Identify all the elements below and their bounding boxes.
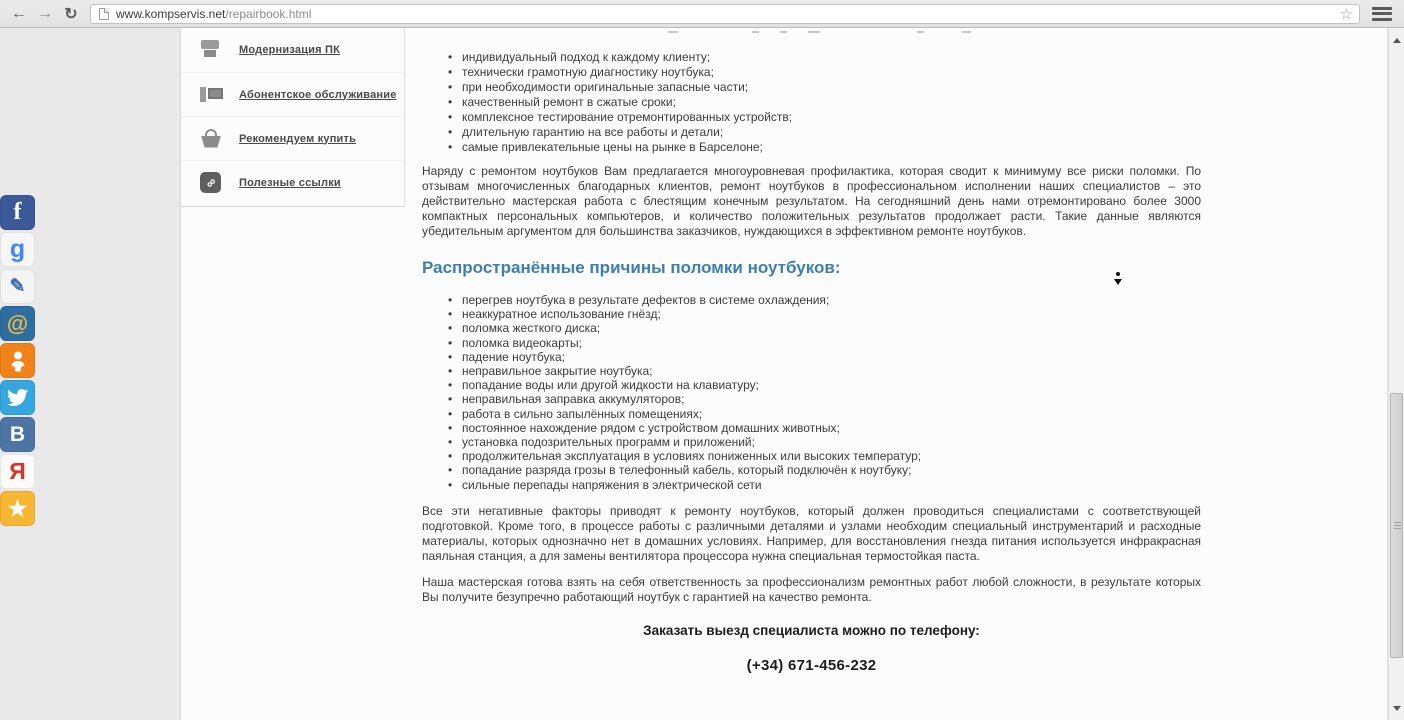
vertical-scrollbar[interactable] (1388, 28, 1404, 720)
back-button[interactable]: ← (11, 4, 27, 22)
forward-button[interactable]: → (37, 4, 53, 22)
list-item: • перегрев ноутбука в результате дефектов в системе охлаждения; (448, 293, 1201, 307)
page-favicon (99, 8, 109, 20)
facebook-icon[interactable] (0, 195, 35, 230)
clipped-text-remnant (422, 28, 1201, 36)
sidebar-item-pc-upgrade[interactable] (181, 28, 404, 72)
sidebar-item-label: Полезные ссылки (239, 176, 341, 189)
phone-number: (+34) 671-456-232 (746, 656, 877, 674)
pen-glyph: ✎ (9, 276, 26, 297)
bookmark-star-icon[interactable]: ☆ (1339, 5, 1353, 23)
scrollbar-thumb[interactable] (1390, 393, 1403, 658)
yandex-icon[interactable] (0, 454, 35, 489)
content-area (180, 28, 1388, 720)
sidebar-item-useful-links[interactable] (181, 160, 404, 204)
shopping-basket-icon (199, 127, 225, 151)
list-item: • технически грамотную диагностику ноутбука; (448, 65, 1201, 80)
list-item: • попадание воды или другой жидкости на клавиатуру; (448, 378, 1201, 392)
paragraph-repair-tools: Все эти негативные факторы приводят к ремонту ноутбуков, который должен проводиться специалистами с соответствующей подготовкой. Кроме того, в процессе работы с различными деталями и узлами необходим специальный инструментарий и расходные материалы, которых однозначно нет в домашних условиях. Например, для восстановления гнезда питания используется инфракрасная паяльная станция, а для замены вентилятора процессора нужна специальная термостойкая паста. (422, 503, 1201, 563)
favorites-star-icon[interactable] (0, 491, 35, 526)
sidebar-item-recommend-buy[interactable] (181, 116, 404, 160)
breakage-causes-list (422, 293, 1201, 492)
yandex-glyph: Я (9, 458, 26, 484)
list-item: • неаккуратное использование гнёзд; (448, 307, 1201, 321)
sidebar-menu (181, 28, 405, 207)
list-item: • при необходимости оригинальные запасные части; (448, 80, 1201, 95)
list-item: • падение ноутбука; (448, 350, 1201, 364)
social-share-bar (0, 195, 36, 528)
mailru-icon[interactable] (0, 306, 35, 341)
bird-glyph (7, 387, 28, 408)
vkontakte-icon[interactable] (0, 417, 35, 452)
list-item: • самые привлекательные цены на рынке в Барселоне; (448, 140, 1201, 155)
chain-links-icon: ∞ (201, 173, 220, 191)
star-glyph: ★ (7, 495, 28, 521)
browser-menu-icon[interactable] (1370, 5, 1394, 23)
list-item: • работа в сильно запылённых помещениях; (448, 407, 1201, 421)
list-item: • качественный ремонт в сжатые сроки; (448, 95, 1201, 110)
person-glyph (8, 350, 28, 372)
advantages-list (422, 50, 1201, 155)
list-item: • постоянное нахождение рядом с устройством домашних животных; (448, 421, 1201, 435)
paragraph-guarantee: Наша мастерская готова взять на себя ответственность за профессионализм ремонтных работ любой сложности, в результате которых Вы получите безупречно работающий ноутбук с гарантией на качество ремонта. (422, 574, 1201, 604)
list-item: • установка подозрительных программ и приложений; (448, 435, 1201, 449)
google-icon[interactable] (0, 232, 35, 267)
list-item: • индивидуальный подход к каждому клиенту; (448, 50, 1201, 65)
list-item: • поломка жесткого диска; (448, 321, 1201, 335)
facebook-glyph: f (13, 199, 22, 225)
scrollbar-up-arrow[interactable] (1389, 32, 1404, 48)
article (422, 28, 1201, 674)
list-item: • продолжительная эксплуатация в условиях пониженных или высоких температур; (448, 449, 1201, 463)
browser-toolbar (0, 0, 1404, 28)
sidebar-item-label: Абонентское обслуживание (239, 88, 397, 101)
url-path: /repairbook.html (225, 6, 312, 21)
list-item: • поломка видеокарты; (448, 336, 1201, 350)
pen-share-icon[interactable] (0, 269, 35, 304)
sidebar-item-subscription-service[interactable] (181, 72, 404, 116)
call-to-action-line: Заказать выезд специалиста можно по телефону: (643, 622, 980, 638)
scrollbar-grip (1394, 522, 1401, 530)
list-item: • комплексное тестирование отремонтированных устройств; (448, 110, 1201, 125)
pc-service-icon (199, 83, 225, 107)
at-glyph: @ (6, 310, 29, 336)
twitter-icon[interactable] (0, 380, 35, 415)
odnoklassniki-icon[interactable] (0, 343, 35, 378)
sidebar-item-label: Модернизация ПК (239, 44, 341, 56)
list-item: • неправильная заправка аккумуляторов; (448, 392, 1201, 406)
google-glyph: g (9, 235, 26, 263)
list-item: • длительную гарантию на все работы и детали; (448, 125, 1201, 140)
pc-upgrade-icon (199, 38, 225, 62)
address-bar[interactable] (90, 4, 1360, 24)
section-heading: Распространённые причины поломки ноутбуков: (422, 258, 841, 277)
sidebar-item-label: Рекомендуем купить (239, 132, 357, 145)
paragraph-prophylaxis: Наряду с ремонтом ноутбуков Вам предлагается многоуровневая профилактика, которая сводит к минимуму все риски поломки. По отзывам многочисленных благодарных клиентов, ремонт ноутбуков в профессиональном исполнении наших специалистов – это действительно мастерская работа с блестящим конечным результатом. На сегодняшний день нами отремонтировано более 3000 компактных персональных компьютеров, и количество положительных результатов продолжает расти. Такие данные являются убедительным аргументом для большинства заказчиков, нуждающихся в эффективном ремонте ноутбуков. (422, 164, 1201, 238)
reload-button[interactable]: ↻ (64, 5, 78, 23)
vk-glyph: В (9, 422, 26, 446)
list-item: • неправильное закрытие ноутбука; (448, 364, 1201, 378)
scrollbar-down-arrow[interactable] (1389, 700, 1404, 716)
autoscroll-marker-icon (1112, 270, 1124, 288)
url-host: www.kompservis.net (116, 6, 226, 21)
list-item: • попадание разряда грозы в телефонный кабель, который подключён к ноутбуку; (448, 463, 1201, 477)
list-item: • сильные перепады напряжения в электрической сети (448, 478, 1201, 492)
page-viewport (0, 28, 1404, 720)
